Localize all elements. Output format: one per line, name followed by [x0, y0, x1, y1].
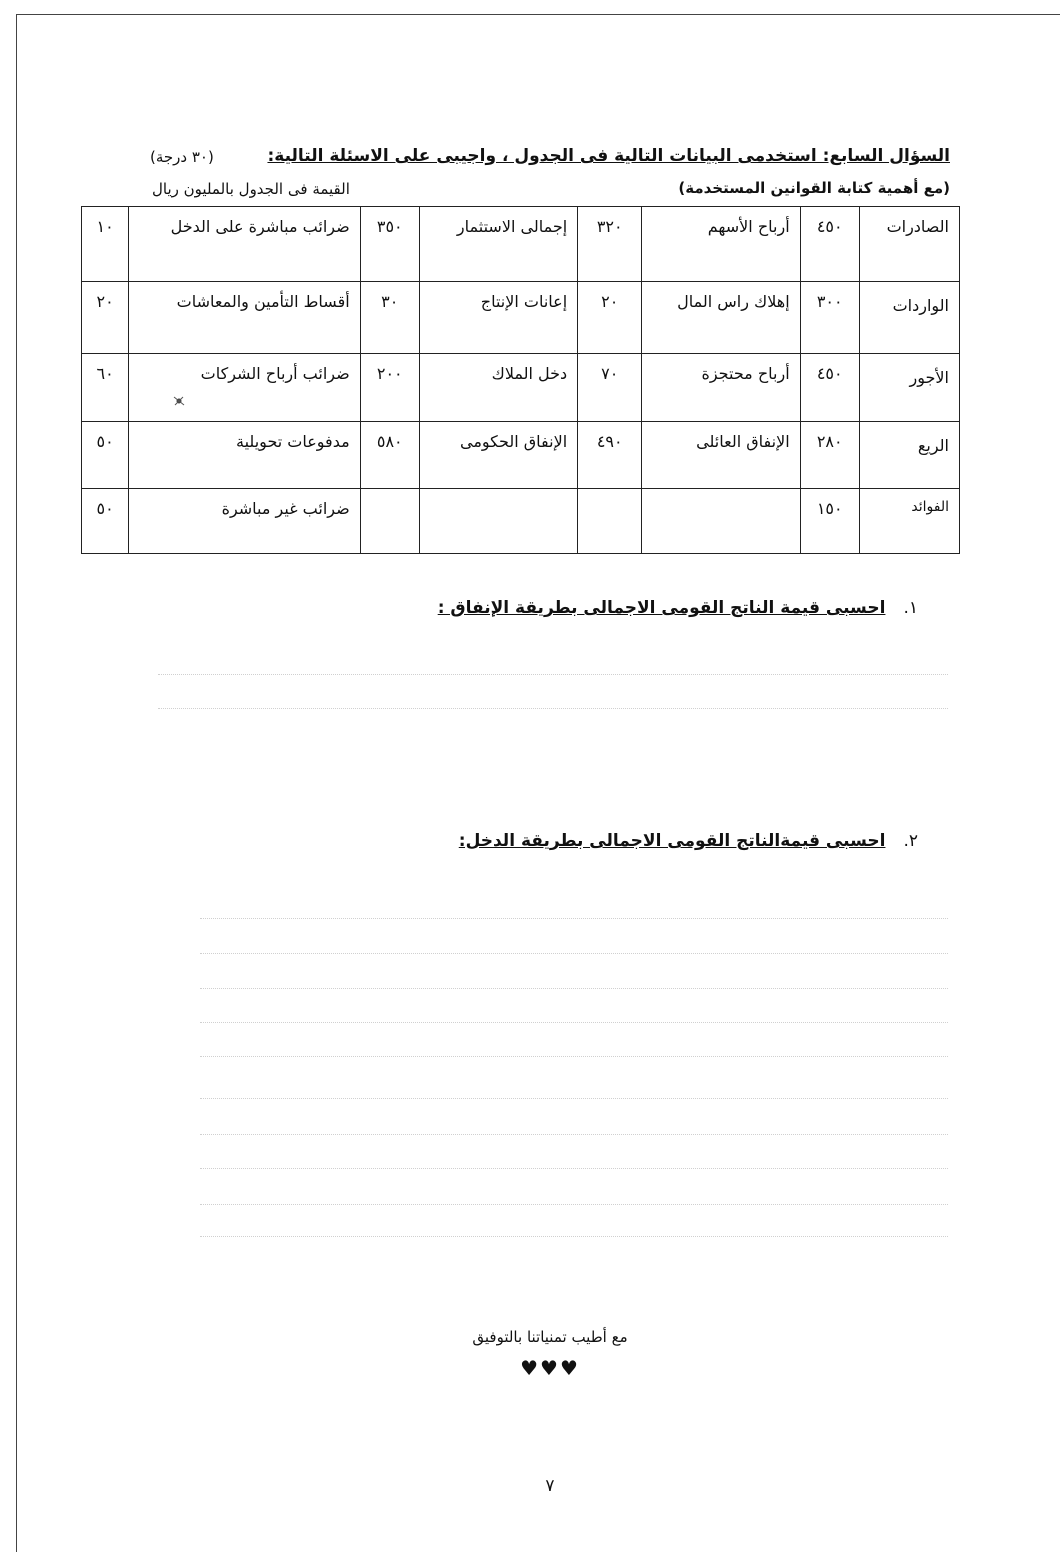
- table-cell-label: ضرائب أرباح الشركات: [129, 354, 361, 422]
- answer-line: [158, 708, 948, 709]
- page-number: ٧: [545, 1476, 555, 1496]
- answer-line: [158, 674, 948, 675]
- table-cell-value: ٤٥٠: [800, 207, 859, 282]
- table-cell-value: ٧٠: [578, 354, 642, 422]
- hearts-decoration: ♥♥♥: [520, 1356, 580, 1380]
- table-cell-value: ٥٠: [82, 489, 129, 554]
- table-cell-label: أرباح الأسهم: [642, 207, 800, 282]
- question-title: [267, 146, 950, 166]
- data-table: [81, 206, 960, 554]
- table-cell-value: ٣٥٠: [360, 207, 419, 282]
- item-2: [459, 831, 918, 851]
- table-cell-value: ٥٨٠: [360, 422, 419, 489]
- table-cell-label: أرباح محتجزة: [642, 354, 800, 422]
- closing-message: مع أطيب تمنياتنا بالتوفيق: [472, 1328, 628, 1346]
- table-cell-value: ٤٥٠: [800, 354, 859, 422]
- table-cell-value: ٢٠: [578, 282, 642, 354]
- table-cell-value: ٣٠٠: [800, 282, 859, 354]
- table-cell-value: ٣٠: [360, 282, 419, 354]
- item-1-number: ١.: [903, 598, 918, 618]
- table-cell-value: ٣٢٠: [578, 207, 642, 282]
- table-cell-value: ٢٨٠: [800, 422, 859, 489]
- item-1: [438, 598, 918, 618]
- table-cell-value: ٢٠٠: [360, 354, 419, 422]
- speck-mark: [172, 394, 186, 408]
- table-cell-value: [578, 489, 642, 554]
- table-cell-label: إهلاك راس المال: [642, 282, 800, 354]
- table-cell-label: أقساط التأمين والمعاشات: [129, 282, 361, 354]
- question-title-text: السؤال السابع: استخدمى البيانات التالية فى الجدول ، واجيبى على الاسئلة التالية:: [267, 146, 950, 166]
- table-cell-value: ١٠: [82, 207, 129, 282]
- answer-line: [200, 1204, 948, 1205]
- item-2-number: ٢.: [903, 831, 918, 851]
- answer-line: [200, 1098, 948, 1099]
- answer-line: [200, 1168, 948, 1169]
- table-cell-label: مدفوعات تحويلية: [129, 422, 361, 489]
- question-points: (٣٠ درجة): [150, 148, 214, 166]
- table-cell-label: الواردات: [859, 282, 959, 354]
- table-cell-value: ٦٠: [82, 354, 129, 422]
- table-cell-value: ٢٠: [82, 282, 129, 354]
- table-cell-label: [642, 489, 800, 554]
- table-cell-label: الإنفاق العائلى: [642, 422, 800, 489]
- table-cell-label: الأجور: [859, 354, 959, 422]
- table-row: [82, 489, 960, 554]
- answer-line: [200, 918, 948, 919]
- table-cell-value: ٤٩٠: [578, 422, 642, 489]
- table-cell-label: [419, 489, 577, 554]
- table-cell-value: ٥٠: [82, 422, 129, 489]
- item-2-text: احسبى قيمةالناتج القومى الاجمالى بطريقة الدخل:: [458, 831, 886, 851]
- table-row: [82, 207, 960, 282]
- table-row: [82, 282, 960, 354]
- table-row: [82, 354, 960, 422]
- table-cell-label: إعانات الإنتاج: [419, 282, 577, 354]
- answer-line: [200, 1022, 948, 1023]
- question-note: (مع أهمية كتابة القوانين المستخدمة): [678, 179, 950, 197]
- answer-line: [200, 1056, 948, 1057]
- table-cell-label: ضرائب مباشرة على الدخل: [129, 207, 361, 282]
- table-cell-label: الصادرات: [859, 207, 959, 282]
- table-unit-note: القيمة فى الجدول بالمليون ريال: [152, 180, 350, 198]
- table-cell-label: الإنفاق الحكومى: [419, 422, 577, 489]
- answer-line: [200, 988, 948, 989]
- item-1-text: احسبى قيمة الناتج القومى الاجمالى بطريقة الإنفاق :: [437, 598, 886, 618]
- table-cell-label: ضرائب غير مباشرة: [129, 489, 361, 554]
- answer-line: [200, 1236, 948, 1237]
- table-cell-value: [360, 489, 419, 554]
- table-cell-label: الفوائد: [859, 489, 959, 554]
- table-cell-value: ١٥٠: [800, 489, 859, 554]
- table-row: [82, 422, 960, 489]
- table-cell-label: الريع: [859, 422, 959, 489]
- table-cell-label: إجمالى الاستثمار: [419, 207, 577, 282]
- table-cell-label: دخل الملاك: [419, 354, 577, 422]
- answer-line: [200, 953, 948, 954]
- answer-line: [200, 1134, 948, 1135]
